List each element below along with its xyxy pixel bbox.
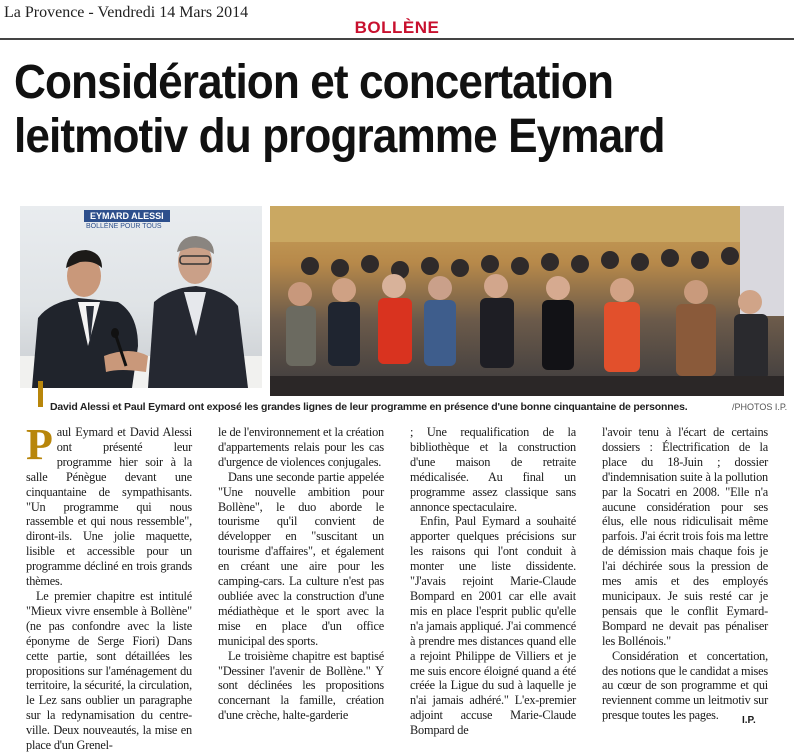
headline-line-1: Considération et concertation <box>14 56 614 109</box>
section-name: BOLLÈNE <box>347 18 448 37</box>
drop-cap: P <box>26 420 53 469</box>
paragraph: ; Une requalification de la bibliothèque et la construction d'une maison de retraite médicalisée. Au final un programme assez classique sans annonce spectaculaire. <box>410 425 576 514</box>
newspaper-masthead: La Provence - Vendredi 14 Mars 2014 <box>4 4 249 21</box>
article-headline <box>14 56 722 164</box>
header-rule <box>0 38 794 40</box>
paragraph: le de l'environnement et la création d'appartements relais pour les cas d'urgence de violences conjugales. <box>218 425 384 469</box>
campaign-sign-subtitle: BOLLÈNE POUR TOUS <box>86 223 162 230</box>
caption-accent-bar <box>38 381 43 407</box>
paragraph: aul Eymard et David Alessi ont présenté leur programme hier soir à la salle Pénègue devant une cinquantaine de sympathisants. "Un programme qui nous rassemble et qui nous ressemble", diront-ils. Une jolie maquette, lisible et accessible pour un programme décliné en trois grands thèmes. <box>26 425 192 589</box>
photo-candidates <box>20 206 262 388</box>
author-signature: I.P. <box>742 715 756 726</box>
paragraph: Considération et concertation, des notions que le candidat a mises au cœur de son programme et qui reviennent comme un leitmotiv sur presque toutes les pages. <box>602 648 768 723</box>
article-column-1 <box>26 420 192 753</box>
paragraph: Le troisième chapitre est baptisé "Dessiner l'avenir de Bollène." Y sont déclinées les propositions concernant la famille, création d'une crèche, halte-garderie <box>218 648 384 723</box>
section-label <box>0 18 794 38</box>
paragraph: Le premier chapitre est intitulé "Mieux vivre ensemble à Bollène" (ne pas confondre avec la liste éponyme de Serge Fiori) Dans cette partie, sont détaillées les propositions sur l'aménagement du territoire, la sécurité, la circulation, le Lez sans oublier un paragraphe sur la redynamisation du centre-ville. Deux nouveautés, la mise en place d'un Grenel- <box>26 588 192 753</box>
article-column-2 <box>218 425 384 731</box>
photo-credit: /PHOTOS I.P. <box>732 402 788 412</box>
candidates-illustration <box>20 206 262 388</box>
photo-audience <box>270 206 784 396</box>
campaign-sign: EYMARD ALESSI <box>84 210 170 222</box>
paragraph: Enfin, Paul Eymard a souhaité apporter quelques précisions sur les raisons qui l'ont conduit à monter une liste dissidente. "J'avais rejoint Marie-Claude Bompard en 2001 car elle avait mis en place l'esprit public qu'elle n'a jamais appliqué. J'ai commencé à prendre mes distances quand elle a rejoint Philippe de Villiers et je me suis encore éloigné quand a été créée la Ligue du sud à laquelle je n'ai jamais adhéré." L'ex-premier adjoint accuse Marie-Claude Bompard de <box>410 514 576 738</box>
article-column-3 <box>410 425 576 738</box>
audience-illustration <box>270 206 784 396</box>
paragraph: l'avoir tenu à l'écart de certains dossiers : Électrification de la place du 18-Juin ; dossier d'indemnisation suite à la pollution par la Socatri en 2008. "Elle n'a aucune considération pour ses élus, elle nous ridiculisait même parfois. J'ai écrit trois fois ma lettre de démission mais chaque fois je l'ai déchirée sous la pression de mes amis et des employés municipaux. Je suis resté car je pensais que le conflit Eymard-Bompard ne devait pas pénaliser les Bollénois." <box>602 425 768 648</box>
photo-caption: David Alessi et Paul Eymard ont exposé les grandes lignes de leur programme en présence d'une bonne cinquantaine de personnes. <box>50 401 688 413</box>
paragraph: Dans une seconde partie appelée "Une nouvelle ambition pour Bollène", le duo aborde le tourisme qu'il convient de développer en "suscitant un tourisme d'affaires", et également en créant une aire pour les camping-cars. La culture n'est pas oubliée avec la construction d'une médiathèque et le sport avec la mise en place d'un office municipal des sports. <box>218 469 384 648</box>
article-column-4 <box>602 425 768 731</box>
headline-line-2: leitmotiv du programme Eymard <box>14 110 665 163</box>
